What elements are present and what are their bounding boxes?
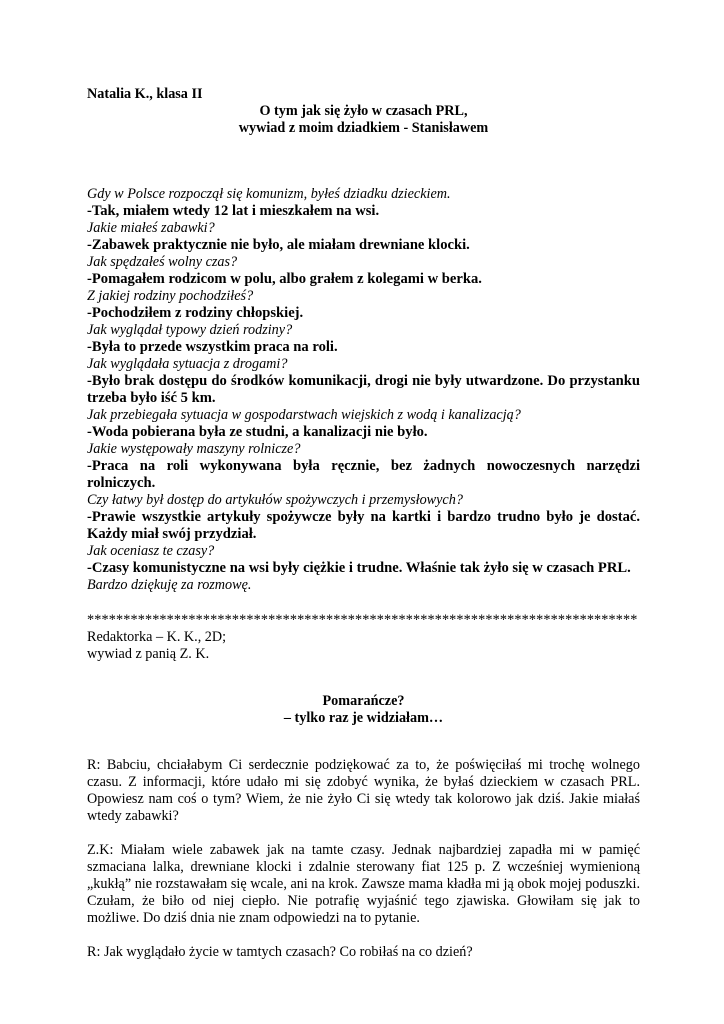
answer: -Woda pobierana była ze studni, a kanalizacji nie było. bbox=[87, 424, 428, 440]
question: Jak wyglądała sytuacja z drogami? bbox=[87, 356, 288, 372]
interviewee-line: wywiad z panią Z. K. bbox=[87, 646, 210, 662]
spacer bbox=[87, 137, 640, 186]
question: Jak wyglądał typowy dzień rodziny? bbox=[87, 322, 293, 338]
question: Jakie miałeś zabawki? bbox=[87, 220, 215, 236]
answer: -Tak, miałem wtedy 12 lat i mieszkałem na wsi. bbox=[87, 203, 380, 219]
interview-section bbox=[87, 186, 640, 594]
answer: -Pochodziłem z rodziny chłopskiej. bbox=[87, 305, 304, 321]
answer: -Praca na roli wykonywana była ręcznie, bez żadnych nowoczesnych narzędzi rolniczych. bbox=[87, 458, 640, 491]
article-title-line-1: O tym jak się żyło w czasach PRL, bbox=[259, 103, 468, 119]
author-line: Natalia K., klasa II bbox=[87, 86, 203, 102]
question: Czy łatwy był dostęp do artykułów spożywczych i przemysłowych? bbox=[87, 492, 463, 508]
document-page bbox=[87, 86, 640, 961]
paragraph: Z.K: Miałam wiele zabawek jak na tamte czasy. Jednak najbardziej zapadła mi w pamięć szmaciana lalka, drewniane klocki i zdalnie sterowany fiat 125 p. Z wcześniej wymienioną „kukłą” nie rozstawałam się wcale, ani na krok. Zawsze mama kładła mi ją obok mojej poduszki. Czułam, że biło od niej ciepło. Nie potrafię wyjaśnić tego zjawiska. Głowiłam się jak to możliwe. Do dziś dnia nie znam odpowiedzi na to pytanie. bbox=[87, 842, 640, 926]
closing-line: Bardzo dziękuję za rozmowę. bbox=[87, 577, 252, 593]
answer: -Zabawek praktycznie nie było, ale miałam drewniane klocki. bbox=[87, 237, 470, 253]
article-title-line-2: wywiad z moim dziadkiem - Stanisławem bbox=[238, 120, 489, 136]
question: Jak spędzałeś wolny czas? bbox=[87, 254, 238, 270]
answer: -Pomagałem rodzicom w polu, albo grałem z kolegami w berka. bbox=[87, 271, 482, 287]
question: Jakie występowały maszyny rolnicze? bbox=[87, 441, 301, 457]
answer: -Czasy komunistyczne na wsi były ciężkie i trudne. Właśnie tak żyło się w czasach PRL. bbox=[87, 560, 631, 576]
paragraph: R: Jak wyglądało życie w tamtych czasach? Co robiłaś na co dzień? bbox=[87, 944, 473, 960]
question: Gdy w Polsce rozpoczął się komunizm, byłeś dziadku dzieckiem. bbox=[87, 186, 451, 202]
paragraph: R: Babciu, chciałabym Ci serdecznie podziękować za to, że poświęciłaś mi trochę wolnego czasu. Z informacji, które udało mi się zdobyć wynika, że byłaś dzieckiem w czasach PRL. Opowiesz nam coś o tym? Wiem, że nie żyło Ci się wtedy tak kolorowo jak dziś. Jakie miałaś wtedy zabawki? bbox=[87, 757, 640, 824]
question: Z jakiej rodziny pochodziłeś? bbox=[87, 288, 254, 304]
editor-line: Redaktorka – K. K., 2D; bbox=[87, 629, 227, 645]
article2-title-line-2: – tylko raz je widziałam… bbox=[283, 710, 444, 726]
question: Jak przebiegała sytuacja w gospodarstwach wiejskich z wodą i kanalizacją? bbox=[87, 407, 521, 423]
answer: -Była to przede wszystkim praca na roli. bbox=[87, 339, 338, 355]
asterisk-separator: **************************************************************************** bbox=[87, 612, 638, 628]
answer: -Prawie wszystkie artykuły spożywcze były na kartki i bardzo trudno było je dostać. Każdy miał swój przydział. bbox=[87, 509, 640, 542]
question: Jak oceniasz te czasy? bbox=[87, 543, 215, 559]
article2-title-line-1: Pomarańcze? bbox=[322, 693, 405, 709]
answer: -Było brak dostępu do środków komunikacji, drogi nie były utwardzone. Do przystanku trzeba było iść 5 km. bbox=[87, 373, 640, 406]
